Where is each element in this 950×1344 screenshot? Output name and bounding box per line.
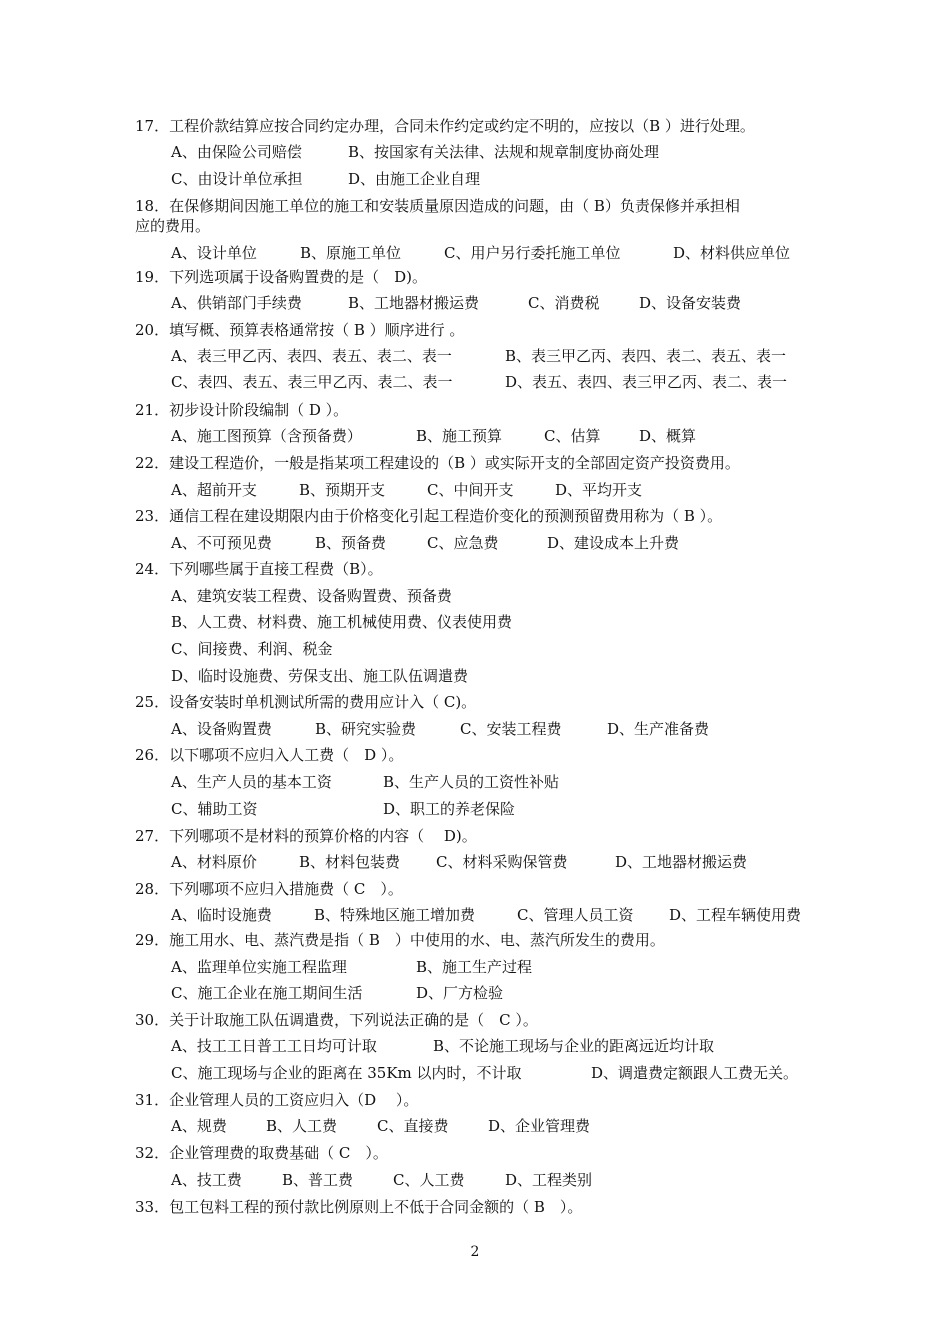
answer-option: B、施工生产过程 bbox=[416, 958, 533, 976]
answer-option: D、表五、表四、表三甲乙丙、表二、表一 bbox=[505, 373, 788, 391]
answer-option: C、人工费 bbox=[393, 1171, 465, 1189]
answer-option: A、规费 bbox=[171, 1117, 227, 1135]
answer-option: B、施工预算 bbox=[416, 427, 503, 445]
answer-option: A、施工图预算（含预备费） bbox=[171, 427, 362, 445]
answer-option: D、生产准备费 bbox=[607, 720, 710, 738]
question-text: 31．企业管理人员的工资应归入（D ）。 bbox=[135, 1091, 419, 1109]
answer-option: D、职工的养老保险 bbox=[383, 800, 516, 818]
answer-option: D、企业管理费 bbox=[488, 1117, 591, 1135]
answer-option: B、工地器材搬运费 bbox=[348, 294, 480, 312]
answer-option: B、研究实验费 bbox=[315, 720, 417, 738]
question-text: 18．在保修期间因施工单位的施工和安装质量原因造成的问题，由（ B）负责保修并承担相 bbox=[135, 197, 740, 215]
answer-option: B、按国家有关法律、法规和规章制度协商处理 bbox=[348, 143, 660, 161]
answer-option: D、建设成本上升费 bbox=[547, 534, 680, 552]
answer-option: A、材料原价 bbox=[171, 853, 257, 871]
answer-option: B、人工费 bbox=[266, 1117, 338, 1135]
answer-option: A、技工工日普工工日均可计取 bbox=[171, 1037, 377, 1055]
answer-option: B、生产人员的工资性补贴 bbox=[383, 773, 560, 791]
answer-option: C、安装工程费 bbox=[460, 720, 562, 738]
answer-option: D、材料供应单位 bbox=[673, 244, 791, 262]
answer-option: B、表三甲乙丙、表四、表二、表五、表一 bbox=[505, 347, 787, 365]
page-number: 2 bbox=[470, 1244, 480, 1260]
answer-option: C、表四、表五、表三甲乙丙、表二、表一 bbox=[171, 373, 453, 391]
answer-option: B、预期开支 bbox=[299, 481, 386, 499]
question-text: 28．下列哪项不应归入措施费（ C ）。 bbox=[135, 880, 403, 898]
question-text: 22．建设工程造价，一般是指某项工程建设的（B ）或实际开支的全部固定资产投资费用。 bbox=[135, 454, 740, 472]
answer-option: D、临时设施费、劳保支出、施工队伍调遣费 bbox=[171, 667, 469, 685]
question-text: 20．填写概、预算表格通常按（ B ）顺序进行 。 bbox=[135, 321, 465, 339]
answer-option: D、平均开支 bbox=[555, 481, 643, 499]
question-text: 19．下列选项属于设备购置费的是（ D)。 bbox=[135, 268, 427, 286]
question-text: 27．下列哪项不是材料的预算价格的内容（ D)。 bbox=[135, 827, 477, 845]
answer-option: A、超前开支 bbox=[171, 481, 257, 499]
answer-option: D、工程类别 bbox=[505, 1171, 593, 1189]
answer-option: D、概算 bbox=[639, 427, 697, 445]
answer-option: A、由保险公司赔偿 bbox=[171, 143, 302, 161]
answer-option: B、普工费 bbox=[282, 1171, 354, 1189]
answer-option: C、辅助工资 bbox=[171, 800, 258, 818]
answer-option: A、临时设施费 bbox=[171, 906, 272, 924]
question-text: 21．初步设计阶段编制（ D ）。 bbox=[135, 401, 349, 419]
answer-option: A、不可预见费 bbox=[171, 534, 272, 552]
answer-option: A、表三甲乙丙、表四、表五、表二、表一 bbox=[171, 347, 452, 365]
answer-option: C、由设计单位承担 bbox=[171, 170, 303, 188]
answer-option: B、原施工单位 bbox=[300, 244, 402, 262]
answer-option: C、估算 bbox=[544, 427, 601, 445]
answer-option: C、施工现场与企业的距离在 35Km 以内时，不计取 bbox=[171, 1064, 522, 1082]
answer-option: A、设备购置费 bbox=[171, 720, 272, 738]
question-text: 32．企业管理费的取费基础（ C ）。 bbox=[135, 1144, 388, 1162]
answer-option: A、设计单位 bbox=[171, 244, 257, 262]
answer-option: C、消费税 bbox=[528, 294, 600, 312]
answer-option: D、厂方检验 bbox=[416, 984, 504, 1002]
answer-option: D、调遣费定额跟人工费无关。 bbox=[591, 1064, 799, 1082]
question-text: 24．下列哪些属于直接工程费（B）。 bbox=[135, 560, 383, 578]
answer-option: A、技工费 bbox=[171, 1171, 242, 1189]
answer-option: B、人工费、材料费、施工机械使用费、仪表使用费 bbox=[171, 613, 513, 631]
answer-option: C、间接费、利润、税金 bbox=[171, 640, 333, 658]
answer-option: C、应急费 bbox=[427, 534, 499, 552]
question-text: 17．工程价款结算应按合同约定办理，合同未作约定或约定不明的，应按以（B ）进行处理。 bbox=[135, 117, 755, 135]
answer-option: C、中间开支 bbox=[427, 481, 514, 499]
answer-option: C、直接费 bbox=[377, 1117, 449, 1135]
answer-option: B、预备费 bbox=[315, 534, 387, 552]
question-text: 26．以下哪项不应归入人工费（ D ）。 bbox=[135, 746, 404, 764]
answer-option: B、不论施工现场与企业的距离远近均计取 bbox=[433, 1037, 715, 1055]
question-text: 30．关于计取施工队伍调遣费，下列说法正确的是（ C ）。 bbox=[135, 1011, 538, 1029]
answer-option: D、由施工企业自理 bbox=[348, 170, 481, 188]
answer-option: A、建筑安装工程费、设备购置费、预备费 bbox=[171, 587, 452, 605]
answer-option: C、用户另行委托施工单位 bbox=[444, 244, 621, 262]
answer-option: C、施工企业在施工期间生活 bbox=[171, 984, 363, 1002]
question-text: 25．设备安装时单机测试所需的费用应计入（ C)。 bbox=[135, 693, 477, 711]
question-text: 23．通信工程在建设期限内由于价格变化引起工程造价变化的预测预留费用称为（ B ）。 bbox=[135, 507, 723, 525]
answer-option: A、供销部门手续费 bbox=[171, 294, 302, 312]
answer-option: B、特殊地区施工增加费 bbox=[314, 906, 476, 924]
answer-option: C、管理人员工资 bbox=[517, 906, 634, 924]
answer-option: C、材料采购保管费 bbox=[436, 853, 568, 871]
answer-option: D、工程车辆使用费 bbox=[669, 906, 802, 924]
answer-option: A、生产人员的基本工资 bbox=[171, 773, 332, 791]
answer-option: D、设备安装费 bbox=[639, 294, 742, 312]
question-text: 29．施工用水、电、蒸汽费是指（ B ）中使用的水、电、蒸汽所发生的费用。 bbox=[135, 931, 665, 949]
question-text: 33．包工包料工程的预付款比例原则上不低于合同金额的（ B ）。 bbox=[135, 1198, 583, 1216]
answer-option: B、材料包装费 bbox=[299, 853, 401, 871]
answer-option: D、工地器材搬运费 bbox=[615, 853, 748, 871]
answer-option: A、监理单位实施工程监理 bbox=[171, 958, 347, 976]
question-text-continued: 应的费用。 bbox=[135, 217, 211, 235]
